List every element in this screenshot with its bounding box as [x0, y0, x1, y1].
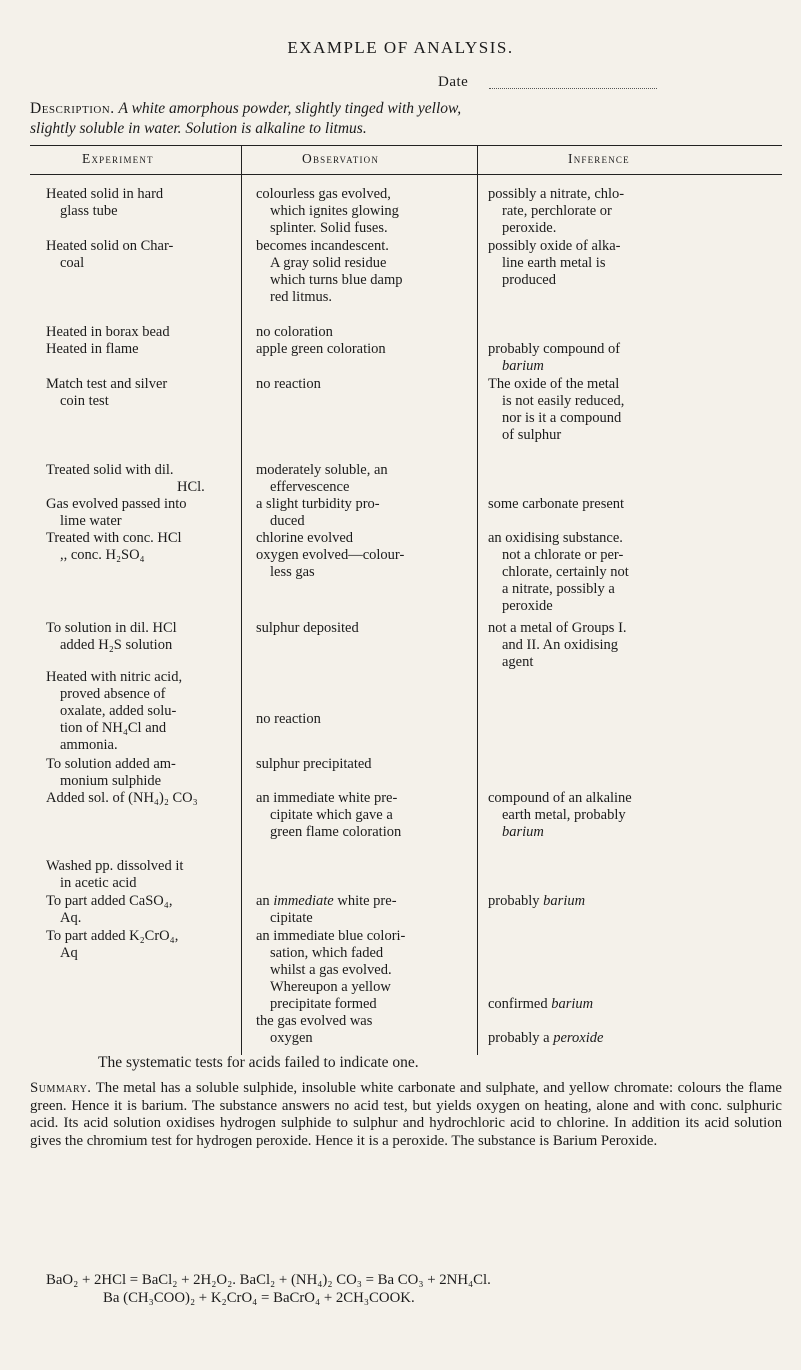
observation-line: green flame coloration	[270, 824, 402, 840]
inference-line: barium	[502, 824, 544, 840]
table-top-rule	[30, 145, 782, 146]
inference-line: barium	[502, 358, 544, 374]
page-title: EXAMPLE OF ANALYSIS.	[287, 38, 514, 57]
observation-line: no reaction	[256, 711, 321, 727]
description	[30, 99, 780, 139]
experiment-line: Washed pp. dissolved it	[46, 858, 184, 874]
equation-line-1: BaO₂ + 2HCl = BaCl₂ + 2H₂O₂. BaCl₂ + (NH₄)₂ CO₃ = Ba CO₃ + 2NH₄Cl.	[46, 1272, 491, 1288]
experiment-line: Gas evolved passed into	[46, 496, 187, 512]
inference-line	[488, 996, 593, 1013]
column-divider-2	[477, 145, 478, 1055]
experiment-line: Heated solid on Char-	[46, 238, 174, 254]
inference-line: agent	[502, 654, 534, 670]
observation-line: moderately soluble, an	[256, 462, 388, 478]
inference-line: some carbonate present	[488, 496, 625, 512]
table-header-rule	[30, 174, 782, 175]
experiment-line: Match test and silver	[46, 376, 168, 392]
observation-line: sulphur deposited	[256, 620, 359, 636]
observation-line: precipitate formed	[270, 996, 377, 1012]
experiment-line: ammonia.	[60, 737, 118, 753]
observation-line: which turns blue damp	[270, 272, 403, 288]
observation-line: a slight turbidity pro-	[256, 496, 380, 512]
inference-line	[488, 893, 585, 910]
inference-word: probably a	[488, 1030, 550, 1046]
observation-line: less gas	[270, 564, 315, 580]
inference-line	[488, 1030, 603, 1047]
inference-line: of sulphur	[502, 427, 562, 443]
inference-emphasis: peroxide	[553, 1030, 604, 1046]
experiment-line: Heated in borax bead	[46, 324, 170, 340]
observation-line: no coloration	[256, 324, 333, 340]
observation-line: cipitate which gave a	[270, 807, 393, 823]
experiment-line: tion of NH₄Cl and	[60, 720, 167, 736]
observation-line: A gray solid residue	[270, 255, 387, 271]
inference-line: line earth metal is	[502, 255, 606, 271]
experiment-line: coin test	[60, 393, 109, 409]
observation-line: oxygen evolved—colour-	[256, 547, 405, 563]
description-label: Description.	[30, 100, 115, 117]
inference-line: probably compound of	[488, 341, 621, 357]
inference-line: compound of an alkaline	[488, 790, 632, 806]
column-header-inference: Inference	[568, 151, 630, 166]
experiment-line: lime water	[60, 513, 122, 529]
experiment-line: glass tube	[60, 203, 118, 219]
experiment-line: Aq	[60, 945, 78, 961]
observation-line: no reaction	[256, 376, 321, 392]
inference-line: peroxide	[502, 598, 553, 614]
column-divider-1	[241, 145, 242, 1055]
description-text-2: slightly soluble in water. Solution is alkaline to litmus.	[30, 120, 367, 137]
experiment-line: added H₂S solution	[60, 637, 173, 653]
inference-word: confirmed	[488, 996, 548, 1012]
inference-line: produced	[502, 272, 556, 288]
inference-line: rate, perchlorate or	[502, 203, 612, 219]
observation-line: oxygen	[270, 1030, 313, 1046]
observation-line: colourless gas evolved,	[256, 186, 391, 202]
experiment-line: Aq.	[60, 910, 82, 926]
experiment-line: Treated solid with dil.	[46, 462, 174, 478]
experiment-line: Added sol. of (NH₄)₂ CO₃	[46, 790, 198, 806]
observation-word: an	[256, 893, 270, 909]
observation-line: cipitate	[270, 910, 313, 926]
observation-line: duced	[270, 513, 305, 529]
observation-line: effervescence	[270, 479, 350, 495]
observation-line: whilst a gas evolved.	[270, 962, 392, 978]
column-header-experiment: Experiment	[82, 151, 154, 166]
inference-line: nor is it a compound	[502, 410, 622, 426]
experiment-line: oxalate, added solu-	[60, 703, 177, 719]
observation-line: sation, which faded	[270, 945, 384, 961]
inference-emphasis: barium	[551, 996, 594, 1012]
experiment-line: coal	[60, 255, 85, 271]
date-dotted-line	[489, 88, 657, 89]
summary-paragraph	[30, 1080, 782, 1150]
experiment-line: Heated in flame	[46, 341, 139, 357]
experiment-line: Heated with nitric acid,	[46, 669, 183, 685]
observation-line: the gas evolved was	[256, 1013, 373, 1029]
observation-line: Whereupon a yellow	[270, 979, 391, 995]
inference-line: possibly oxide of alka-	[488, 238, 621, 254]
experiment-line: monium sulphide	[60, 773, 162, 789]
experiment-line: To solution in dil. HCl	[46, 620, 177, 636]
experiment-line: proved absence of	[60, 686, 166, 702]
inference-line: an oxidising substance.	[488, 530, 623, 546]
observation-line: an immediate white pre-	[256, 790, 398, 806]
inference-line: The oxide of the metal	[488, 376, 620, 392]
observation-line: sulphur precipitated	[256, 756, 372, 772]
observation-emphasis: immediate	[273, 893, 334, 909]
experiment-line: Treated with conc. HCl	[46, 530, 182, 546]
date-label: Date	[438, 74, 469, 90]
observation-line: which ignites glowing	[270, 203, 399, 219]
column-header-observation: Observation	[302, 151, 380, 166]
experiment-line: To part added K₂CrO₄,	[46, 928, 179, 944]
description-text-1: A white amorphous powder, slightly tinged with yellow,	[118, 100, 462, 117]
equation-line-2: Ba (CH₃COO)₂ + K₂CrO₄ = BaCrO₄ + 2CH₃COOK.	[103, 1290, 415, 1306]
inference-line: earth metal, probably	[502, 807, 626, 823]
inference-line: and II. An oxidising	[502, 637, 618, 653]
summary-text: The metal has a soluble sulphide, insoluble white carbonate and sulphate, and yellow chromate: colours the flame green. Hence it is barium. The substance answers no acid test, but yields oxygen on heating, alone and with conc. sulphuric acid. Its acid solution oxidises hydrogen sulphide to sulphur and hydrochloric acid to chlorine. In addition its acid solution gives the chromium test for hydrogen peroxide. Hence it is a peroxide. The substance is Barium Peroxide.	[30, 1080, 782, 1149]
experiment-line: ,, conc. H₂SO₄	[60, 547, 145, 563]
observation-line: becomes incandescent.	[256, 238, 389, 254]
experiment-line: To part added CaSO₄,	[46, 893, 173, 909]
observation-word: white pre-	[337, 893, 397, 909]
experiment-line: in acetic acid	[60, 875, 137, 891]
observation-line: red litmus.	[270, 289, 333, 305]
inference-line: peroxide.	[502, 220, 557, 236]
inference-line: not a metal of Groups I.	[488, 620, 627, 636]
summary-label: Summary.	[30, 1080, 92, 1096]
experiment-line: Heated solid in hard	[46, 186, 164, 202]
inference-line: not a chlorate or per-	[502, 547, 624, 563]
observation-line	[256, 893, 397, 910]
inference-line: a nitrate, possibly a	[502, 581, 615, 597]
observation-line: apple green coloration	[256, 341, 386, 357]
inference-emphasis: barium	[543, 893, 586, 909]
inference-word: probably	[488, 893, 540, 909]
systematic-tests-note: The systematic tests for acids failed to indicate one.	[98, 1054, 419, 1071]
inference-line: chlorate, certainly not	[502, 564, 629, 580]
experiment-line: To solution added am-	[46, 756, 176, 772]
inference-line: possibly a nitrate, chlo-	[488, 186, 625, 202]
observation-line: splinter. Solid fuses.	[270, 220, 388, 236]
inference-line: is not easily reduced,	[502, 393, 625, 409]
experiment-line: HCl.	[177, 479, 205, 495]
observation-line: an immediate blue colori-	[256, 928, 406, 944]
observation-line: chlorine evolved	[256, 530, 354, 546]
